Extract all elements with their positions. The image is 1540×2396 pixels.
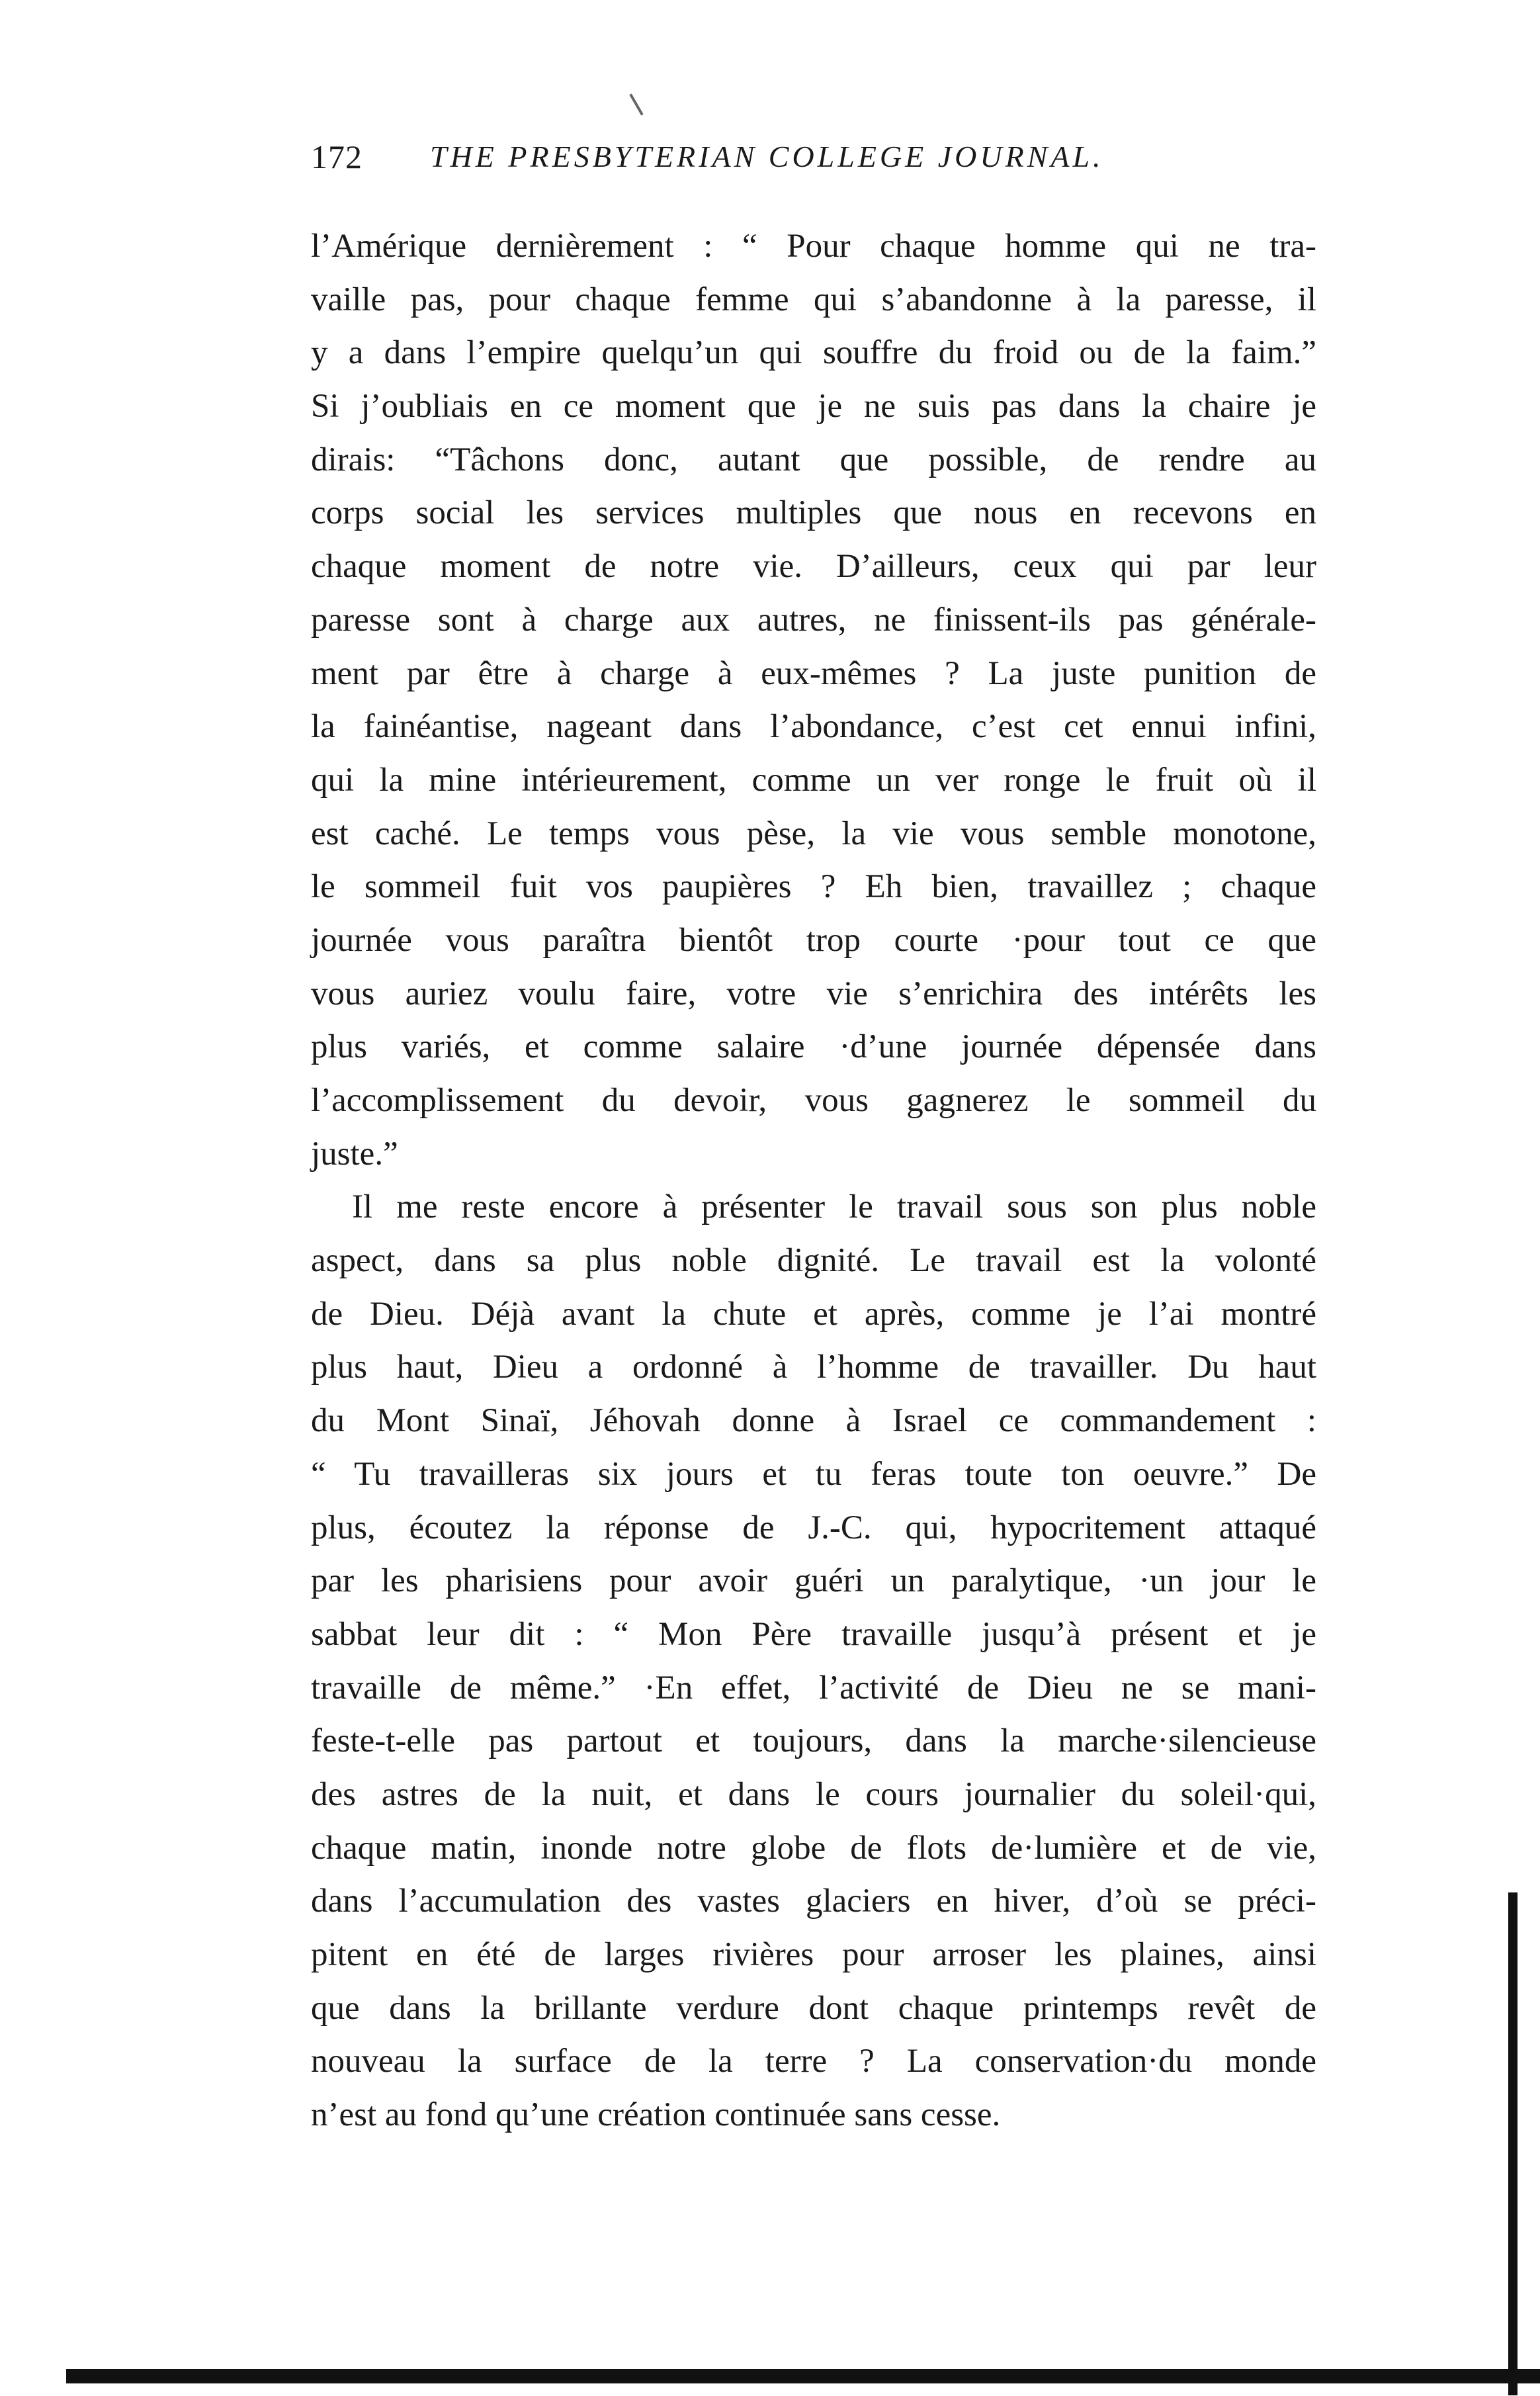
text-line: vaille pas, pour chaque femme qui s’abandonne à la paresse, il	[311, 281, 1316, 318]
text-line: travaille de même.” ·En effet, l’activité de Dieu ne se mani-	[311, 1669, 1316, 1707]
text-line: du Mont Sinaï, Jéhovah donne à Israel ce commandement :	[311, 1402, 1316, 1440]
text-line: y a dans l’empire quelqu’un qui souffre du froid ou de la faim.”	[311, 334, 1316, 372]
text-line: le sommeil fuit vos paupières ? Eh bien, travaillez ; chaque	[311, 868, 1316, 906]
text-line: de Dieu. Déjà avant la chute et après, comme je l’ai montré	[311, 1295, 1316, 1333]
page-header	[311, 138, 1316, 191]
text-line: plus haut, Dieu a ordonné à l’homme de travailler. Du haut	[311, 1349, 1316, 1386]
text-line: “ Tu travailleras six jours et tu feras toute ton oeuvre.” De	[311, 1455, 1316, 1493]
text-line: vous auriez voulu faire, votre vie s’enrichira des intérêts les	[311, 975, 1316, 1012]
text-line: aspect, dans sa plus noble dignité. Le travail est la volonté	[311, 1242, 1316, 1280]
ink-speck	[629, 93, 643, 115]
scan-edge-right	[1508, 1892, 1518, 2395]
text-line: qui la mine intérieurement, comme un ver ronge le fruit où il	[311, 761, 1316, 799]
text-line: corps social les services multiples que nous en recevons en	[311, 494, 1316, 532]
text-line: ment par être à charge à eux-mêmes ? La juste punition de	[311, 654, 1316, 692]
text-line: des astres de la nuit, et dans le cours journalier du soleil·qui,	[311, 1775, 1316, 1813]
text-line: chaque matin, inonde notre globe de flots de·lumière et de vie,	[311, 1829, 1316, 1867]
text-line: sabbat leur dit : “ Mon Père travaille jusqu’à présent et je	[311, 1615, 1316, 1653]
text-line: pitent en été de larges rivières pour arroser les plaines, ainsi	[311, 1936, 1316, 1973]
text-line: la fainéantise, nageant dans l’abondance, c’est cet ennui infini,	[311, 708, 1316, 746]
text-line: plus variés, et comme salaire ·d’une journée dépensée dans	[311, 1028, 1316, 1066]
text-line: est caché. Le temps vous pèse, la vie vous semble monotone,	[311, 815, 1316, 852]
text-line: journée vous paraîtra bientôt trop courte ·pour tout ce que	[311, 921, 1316, 959]
page-number: 172	[311, 138, 363, 175]
text-line: l’accomplissement du devoir, vous gagnerez le sommeil du	[311, 1082, 1316, 1119]
text-line: que dans la brillante verdure dont chaque printemps revêt de	[311, 1989, 1316, 2027]
text-line: dirais: “Tâchons donc, autant que possible, de rendre au	[311, 441, 1316, 478]
text-line: dans l’accumulation des vastes glaciers en hiver, d’où se préci-	[311, 1883, 1316, 1920]
text-line: n’est au fond qu’une création continuée sans cesse.	[311, 2096, 1001, 2134]
text-line: plus, écoutez la réponse de J.-C. qui, hypocritement attaqué	[311, 1509, 1316, 1546]
text-line: chaque moment de notre vie. D’ailleurs, ceux qui par leur	[311, 548, 1316, 586]
text-line: feste-t-elle pas partout et toujours, dans la marche·silencieuse	[311, 1722, 1316, 1760]
text-line: Il me reste encore à présenter le travail sous son plus noble	[352, 1188, 1316, 1226]
text-line: par les pharisiens pour avoir guéri un paralytique, ·un jour le	[311, 1562, 1316, 1600]
body-text	[311, 220, 1316, 2142]
text-line: juste.”	[311, 1135, 398, 1173]
running-title: THE PRESBYTERIAN COLLEGE JOURNAL.	[430, 140, 1104, 173]
scan-edge-bottom	[66, 2369, 1540, 2383]
text-line: paresse sont à charge aux autres, ne finissent-ils pas générale-	[311, 601, 1316, 639]
text-line: Si j’oubliais en ce moment que je ne suis pas dans la chaire je	[311, 388, 1316, 425]
text-line: nouveau la surface de la terre ? La conservation·du monde	[311, 2043, 1316, 2080]
text-line: l’Amérique dernièrement : “ Pour chaque homme qui ne tra-	[311, 228, 1316, 265]
